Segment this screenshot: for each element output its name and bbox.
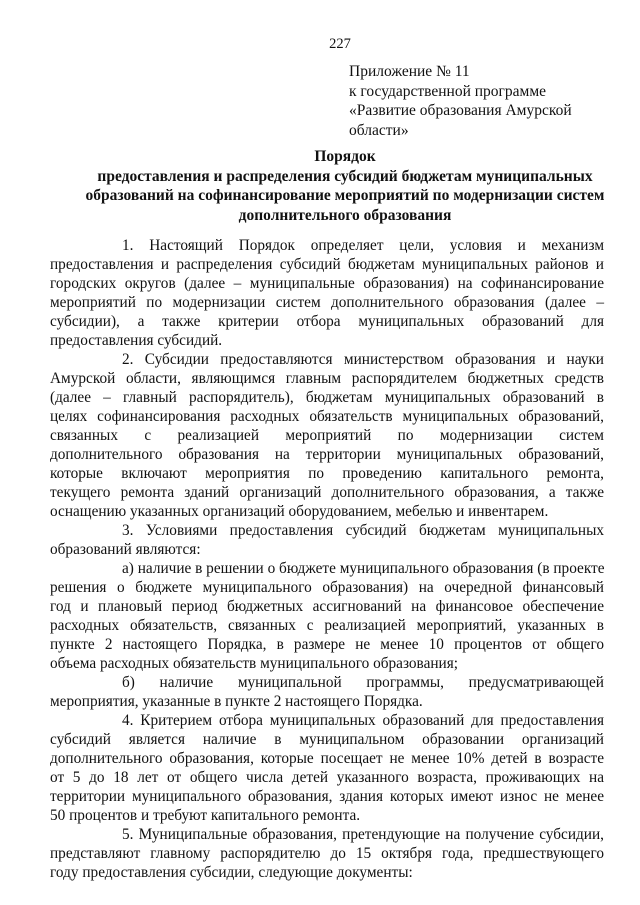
text-line: образований являются: [50, 541, 201, 558]
text-line: решения о бюджете муниципального образования) на очередной финансовый [50, 579, 604, 596]
appendix-line: к государственной программе [349, 82, 547, 100]
appendix-line: области» [349, 121, 409, 139]
appendix-reference [349, 62, 609, 140]
text-line: 4. Критерием отбора муниципальных образований для предоставления [122, 712, 604, 729]
text-line: субсидий является наличие в муниципальном образовании организаций [50, 731, 604, 748]
text-line: Амурской области, являющимся главным распорядителем бюджетных средств [50, 370, 604, 387]
text-line: текущего ремонта зданий организаций дополнительного образования, а также [50, 484, 604, 501]
appendix-line: «Развитие образования Амурской [349, 102, 572, 119]
text-line: от 5 до 18 лет от общего числа детей указанного возраста, проживающих на [50, 769, 604, 786]
text-line: 5. Муниципальные образования, претендующие на получение субсидии, [122, 826, 604, 843]
text-line: дополнительного образования на территории муниципальных образований, [50, 446, 604, 463]
text-line: 1. Настоящий Порядок определяет цели, условия и механизм [122, 237, 604, 254]
page-number: 227 [329, 36, 351, 52]
appendix-line: Приложение № 11 [349, 63, 470, 80]
document-title [75, 147, 615, 225]
title-line: образований на софинансирование мероприятий по модернизации систем [85, 187, 605, 205]
text-line: субсидии), а также критерии отбора муниципальных образований для [50, 313, 604, 330]
text-line: мероприятия, указанные в пункте 2 настоящего Порядка. [50, 693, 423, 710]
text-line: представляют главному распорядителю до 15 октября года, предшествующего [50, 845, 604, 862]
text-line: расходных обязательств, связанных с реализацией мероприятий, указанных в [50, 617, 604, 634]
title-line: предоставления и распределения субсидий бюджетам муниципальных [97, 167, 593, 185]
title-line: дополнительного образования [238, 206, 452, 224]
text-line: б) наличие муниципальной программы, предусматривающей [122, 674, 604, 691]
title-heading: Порядок [314, 148, 376, 165]
text-line: территории муниципального образования, здания которых имеют износ не менее [50, 788, 604, 805]
text-line: дополнительного образования, которые посещает не менее 10% детей в возрасте [50, 750, 604, 767]
text-line: которые включают мероприятия по проведению капитального ремонта, [50, 465, 604, 482]
text-line: оснащению указанных организаций оборудованием, мебелью и инвентарем. [50, 503, 549, 520]
text-line: предоставления субсидий. [50, 332, 223, 349]
text-line: год и плановый период бюджетных ассигнований на финансовое обеспечение [50, 598, 604, 615]
text-line: объема расходных обязательств муниципального образования; [50, 655, 459, 672]
text-line: 3. Условиями предоставления субсидий бюджетам муниципальных [122, 522, 604, 539]
text-line: целях софинансирования расходных обязательств муниципальных образований, [50, 408, 604, 425]
text-line: году предоставления субсидии, следующие документы: [50, 864, 413, 881]
text-line: городских округов (далее – муниципальные образования) на софинансирование [50, 275, 604, 292]
text-line: 2. Субсидии предоставляются министерством образования и науки [122, 351, 604, 368]
text-line: 50 процентов и требуют капитального ремонта. [50, 807, 361, 824]
text-line: (далее – главный распорядитель), бюджетам муниципальных образований в [50, 389, 604, 406]
body-text [50, 236, 604, 882]
text-line: мероприятий по модернизации систем дополнительного образования (далее – [50, 294, 604, 311]
text-line: предоставления и распределения субсидий бюджетам муниципальных районов и [50, 256, 604, 273]
text-line: а) наличие в решении о бюджете муниципального образования (в проекте [122, 560, 605, 577]
text-line: связанных с реализацией мероприятий по модернизации систем [50, 427, 604, 444]
text-line: пункте 2 настоящего Порядка, в размере не менее 10 процентов от общего [50, 636, 604, 653]
